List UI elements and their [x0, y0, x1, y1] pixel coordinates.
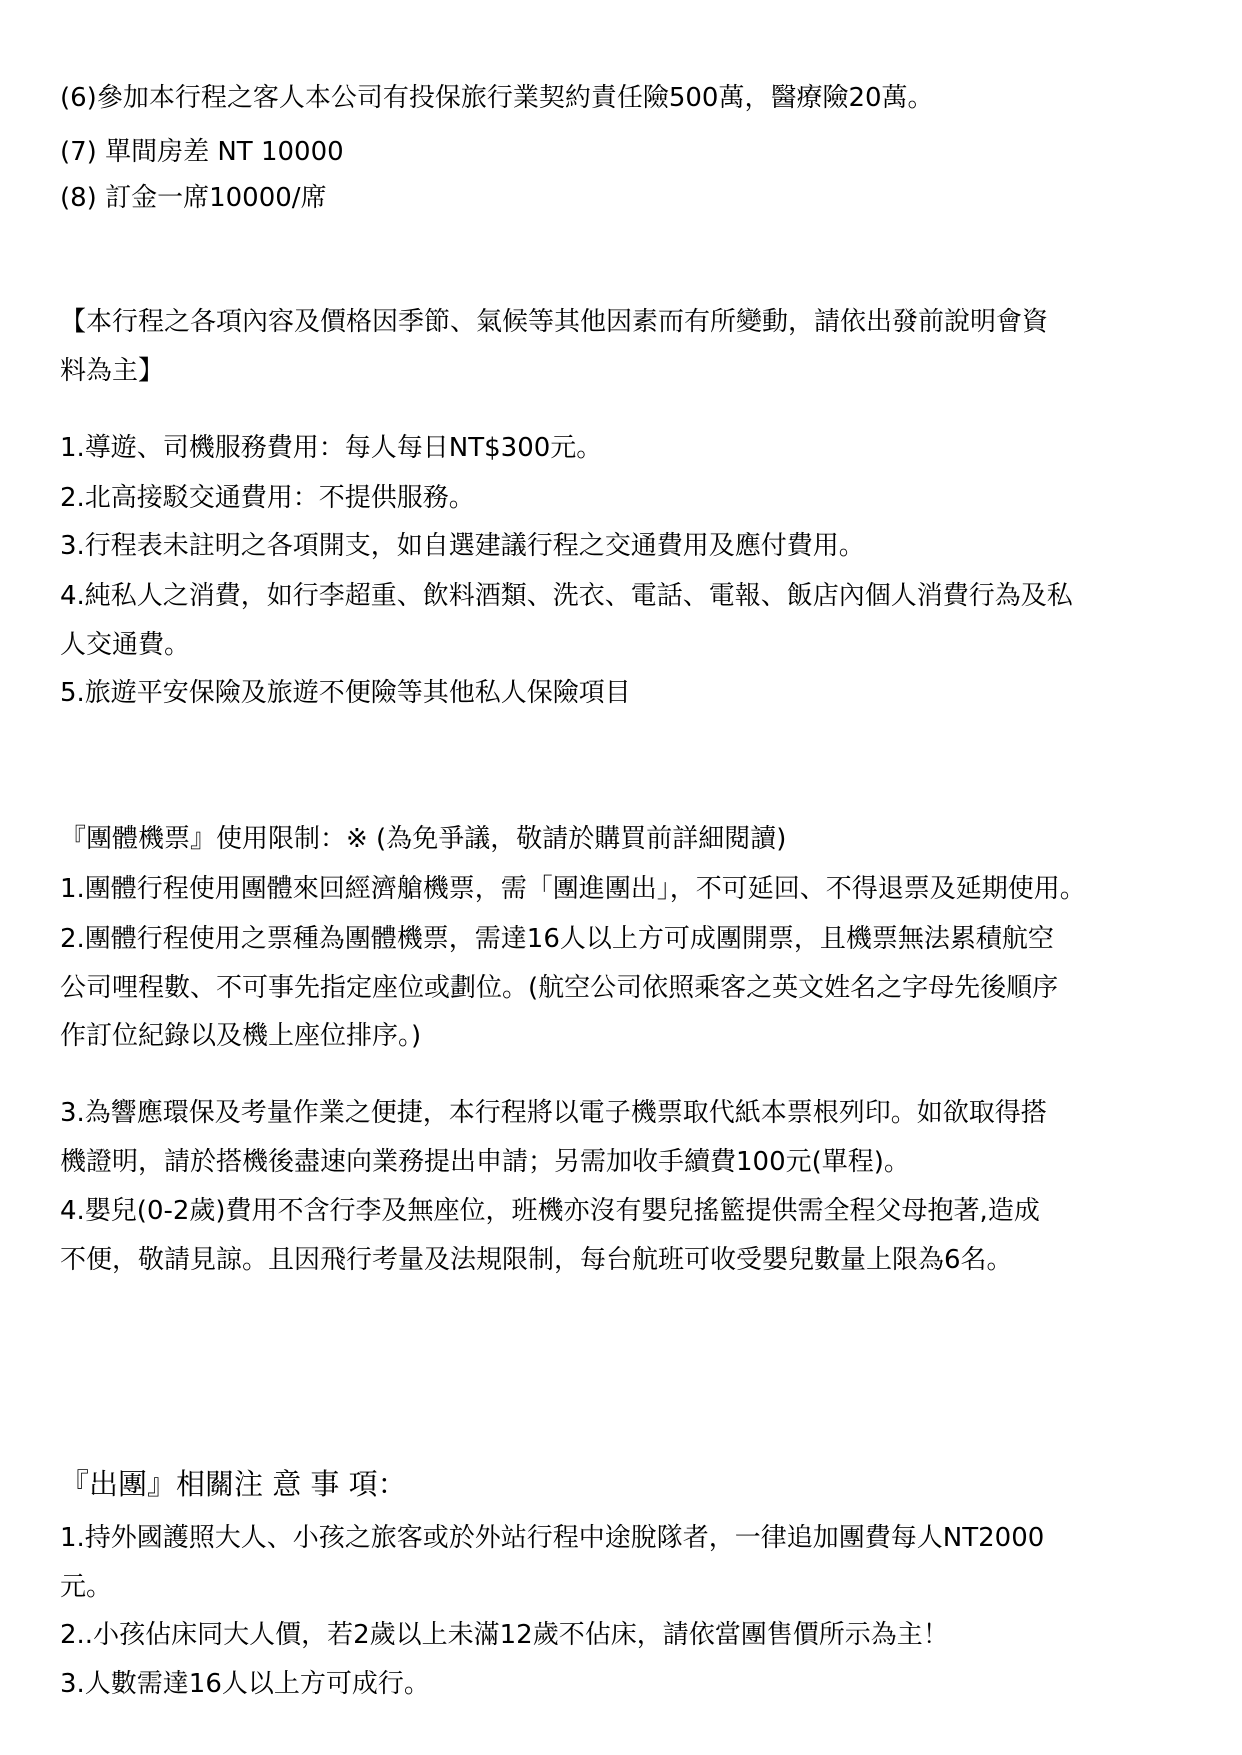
- departure-item-3: 3.人數需達16人以上方可成行。: [60, 1669, 430, 1699]
- deposit-text: (8) 訂金一席10000/席: [60, 183, 327, 213]
- ticket-item-3-line-2: 機證明，請於搭機後盡速向業務提出申請；另需加收手續費100元(單程)。: [60, 1147, 910, 1177]
- ticket-heading: 『團體機票』使用限制：※ (為免爭議，敬請於購買前詳細閱讀): [60, 824, 787, 854]
- excluded-item-4-line-2: 人交通費。: [60, 630, 191, 660]
- departure-item-2: 2..小孩佔床同大人價，若2歲以上未滿12歲不佔床，請依當團售價所示為主！: [60, 1620, 949, 1650]
- ticket-item-4-line-2: 不便，敬請見諒。且因飛行考量及法規限制，每台航班可收受嬰兒數量上限為6名。: [60, 1245, 1013, 1275]
- departure-item-1-line-2: 元。: [60, 1572, 113, 1602]
- excluded-item-5: 5.旅遊平安保險及旅遊不便險等其他私人保險項目: [60, 678, 631, 708]
- excluded-item-2: 2.北高接駁交通費用：不提供服務。: [60, 483, 475, 513]
- departure-heading: 『出團』相關注 意 事 項：: [60, 1467, 407, 1501]
- ticket-item-2-line-3: 作訂位紀錄以及機上座位排序。): [60, 1021, 422, 1051]
- insurance-text: (6)參加本行程之客人本公司有投保旅行業契約責任險500萬，醫療險20萬。: [60, 83, 934, 113]
- departure-item-1-line-1: 1.持外國護照大人、小孩之旅客或於外站行程中途脫隊者，一律追加團費每人NT2000: [60, 1523, 1045, 1553]
- single-room-text: (7) 單間房差 NT 10000: [60, 137, 344, 167]
- excluded-item-4-line-1: 4.純私人之消費，如行李超重、飲料酒類、洗衣、電話、電報、飯店內個人消費行為及私: [60, 581, 1073, 611]
- ticket-item-2-line-2: 公司哩程數、不可事先指定座位或劃位。(航空公司依照乘客之英文姓名之字母先後順序: [60, 973, 1059, 1003]
- excluded-item-1: 1.導遊、司機服務費用：每人每日NT$300元。: [60, 433, 603, 463]
- ticket-item-4-line-1: 4.嬰兒(0-2歲)費用不含行李及無座位，班機亦沒有嬰兒搖籃提供需全程父母抱著,造成: [60, 1196, 1040, 1226]
- ticket-item-1: 1.團體行程使用團體來回經濟艙機票，需「團進團出」，不可延回、不得退票及延期使用。: [60, 874, 1086, 904]
- notice-line-1: 【本行程之各項內容及價格因季節、氣候等其他因素而有所變動，請依出發前說明會資: [60, 307, 1049, 337]
- ticket-item-2-line-1: 2.團體行程使用之票種為團體機票，需達16人以上方可成團開票，且機票無法累積航空: [60, 924, 1054, 954]
- notice-line-2: 料為主】: [60, 356, 165, 386]
- ticket-item-3-line-1: 3.為響應環保及考量作業之便捷，本行程將以電子機票取代紙本票根列印。如欲取得搭: [60, 1098, 1047, 1128]
- excluded-item-3: 3.行程表未註明之各項開支，如自選建議行程之交通費用及應付費用。: [60, 531, 865, 561]
